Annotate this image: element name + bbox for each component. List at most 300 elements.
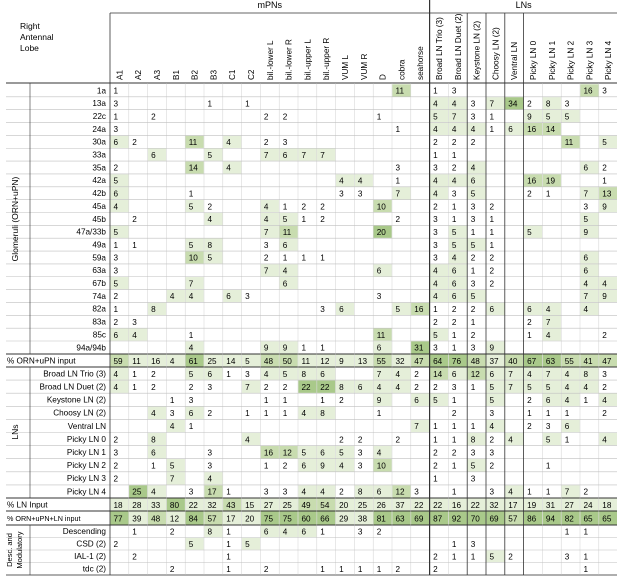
column-header: seahorse: [416, 46, 426, 80]
cell-value: 92: [451, 514, 462, 524]
cell-value: 4: [357, 176, 363, 186]
cell-value: 29: [339, 514, 349, 524]
cell-value: 1: [263, 396, 269, 406]
cell-value: 3: [470, 539, 476, 549]
cell-value: 2: [414, 369, 419, 379]
cell-value: 28: [132, 500, 142, 510]
cell-value: 1: [545, 189, 551, 199]
cell-value: 5: [602, 138, 607, 148]
cell-value: 16: [527, 176, 537, 186]
cell-value: 8: [470, 435, 476, 445]
row-label: % ORN+uPN input: [7, 356, 76, 366]
cell-value: 5: [339, 448, 344, 458]
cell-value: 4: [433, 279, 438, 289]
cell-value: 3: [132, 317, 137, 327]
row-label: Keystone LN (2): [46, 395, 106, 405]
cell-value: 2: [489, 253, 495, 263]
column-header: Broad LN Trio (3): [435, 17, 444, 80]
cell-value: 16: [151, 356, 161, 366]
cell-value: 2: [113, 292, 119, 302]
cell-value: 16: [583, 86, 593, 96]
cell-value: 7: [583, 189, 589, 199]
cell-value: 8: [301, 369, 307, 379]
cell-value: 50: [282, 356, 292, 366]
column-header: Ventral LN: [510, 41, 520, 80]
cell-value: 3: [433, 215, 438, 225]
row-label: 35a: [92, 163, 106, 173]
cell-value: 1: [470, 552, 476, 562]
cell-value: 1: [226, 487, 231, 497]
cell-value: 11: [395, 86, 404, 96]
cell-value: 1: [489, 112, 495, 122]
cell-value: 18: [602, 500, 612, 510]
cell-value: 4: [602, 279, 607, 289]
cell-value: 4: [564, 396, 570, 406]
cell-value: 5: [188, 240, 194, 250]
cell-value: 1: [602, 176, 607, 186]
cell-value: 1: [282, 409, 288, 419]
cell-value: 2: [132, 138, 137, 148]
cell-value: 3: [470, 99, 476, 109]
mpns-group-header: mPNs: [257, 0, 283, 10]
cell-value: 5: [188, 539, 194, 549]
cell-value: 6: [301, 461, 307, 471]
cell-value: 4: [433, 125, 438, 135]
cell-value: 1: [545, 461, 551, 471]
cell-value: 5: [282, 369, 288, 379]
row-label: Broad LN Duet (2): [39, 382, 106, 392]
cell-value: 1: [282, 202, 288, 212]
row-label: Picky LN 3: [66, 474, 106, 484]
cell-value: 12: [470, 369, 480, 379]
cell-value: 4: [301, 487, 307, 497]
cell-value: 2: [451, 409, 457, 419]
cell-value: 10: [188, 253, 198, 263]
column-header: Picky LN 3: [585, 40, 595, 80]
cell-value: 2: [489, 279, 495, 289]
cell-value: 1: [188, 189, 194, 199]
cell-value: 10: [376, 202, 386, 212]
row-label: CSD (2): [76, 539, 106, 549]
cell-value: 12: [320, 356, 330, 366]
cell-value: 20: [245, 514, 255, 524]
cell-value: 5: [451, 240, 457, 250]
cell-value: 2: [113, 317, 119, 327]
cell-value: 9: [602, 202, 607, 212]
cell-value: 4: [320, 487, 325, 497]
column-header: Picky LN 0: [529, 40, 538, 80]
cell-value: 4: [207, 474, 213, 484]
cell-value: 1: [583, 527, 589, 537]
cell-value: 1: [207, 99, 213, 109]
cell-value: 4: [433, 99, 438, 109]
cell-value: 2: [169, 527, 175, 537]
cell-value: 3: [470, 279, 476, 289]
cell-value: 11: [282, 227, 292, 237]
cell-value: 2: [357, 435, 363, 445]
cell-value: 2: [527, 189, 532, 199]
cell-value: 4: [132, 330, 137, 340]
cell-value: 1: [583, 396, 589, 406]
cell-value: 7: [545, 369, 551, 379]
cell-value: 2: [263, 564, 269, 574]
cell-value: 3: [433, 227, 438, 237]
cell-value: 4: [207, 215, 213, 225]
cell-value: 16: [414, 305, 424, 315]
cell-value: 12: [169, 514, 180, 524]
cell-value: 7: [489, 99, 495, 109]
cell-value: 1: [451, 396, 457, 406]
cell-value: 1: [357, 564, 363, 574]
cell-value: 2: [602, 409, 607, 419]
cell-value: 9: [320, 461, 325, 471]
cell-value: 2: [470, 253, 476, 263]
cell-value: 1: [301, 343, 307, 353]
cell-value: 2: [282, 112, 288, 122]
cell-value: 5: [433, 396, 438, 406]
cell-value: 3: [433, 163, 438, 173]
cell-value: 1: [226, 552, 231, 562]
cell-value: 3: [357, 461, 363, 471]
cell-value: 14: [188, 163, 198, 173]
cell-value: 2: [395, 564, 401, 574]
cell-value: 5: [188, 369, 194, 379]
cell-value: 3: [451, 382, 457, 392]
cell-value: 7: [414, 422, 419, 432]
column-header: Broad LN Duet (2): [453, 13, 463, 80]
cell-value: 3: [602, 369, 607, 379]
cell-value: 4: [433, 189, 438, 199]
cell-value: 3: [470, 474, 476, 484]
cell-value: 20: [376, 227, 386, 237]
cell-value: 5: [113, 279, 119, 289]
cell-value: 65: [602, 514, 612, 524]
cell-value: 4: [508, 435, 513, 445]
cell-value: 4: [113, 382, 119, 392]
column-header: D: [378, 74, 388, 80]
cell-value: 11: [376, 330, 386, 340]
cell-value: 5: [188, 202, 194, 212]
cell-value: 1: [451, 202, 457, 212]
row-label: 59a: [92, 253, 106, 263]
cell-value: 43: [226, 500, 236, 510]
cell-value: 1: [113, 240, 119, 250]
cell-value: 2: [451, 317, 457, 327]
cell-value: 1: [132, 240, 137, 250]
cell-value: 15: [245, 500, 255, 510]
cell-value: 5: [470, 461, 476, 471]
cell-value: 55: [376, 356, 386, 366]
cell-value: 2: [320, 202, 325, 212]
cell-value: 6: [151, 150, 156, 160]
cell-value: 4: [226, 163, 231, 173]
cell-value: 6: [226, 292, 231, 302]
cell-value: 1: [188, 330, 194, 340]
cell-value: 1: [263, 461, 269, 471]
cell-value: 2: [583, 487, 589, 497]
cell-value: 3: [433, 343, 438, 353]
cell-value: 8: [545, 99, 551, 109]
cell-value: 13: [602, 189, 612, 199]
row-label: % LN Input: [7, 500, 48, 510]
cell-value: 6: [564, 422, 570, 432]
row-label: 22c: [92, 111, 106, 121]
lns-side-label: LNs: [10, 424, 20, 440]
cell-value: 4: [602, 396, 607, 406]
cell-value: 2: [433, 564, 438, 574]
cell-value: 1: [433, 150, 438, 160]
cell-value: 4: [263, 215, 269, 225]
row-label: % ORN+uPN+LN input: [7, 514, 81, 524]
cell-value: 5: [245, 356, 250, 366]
cell-value: 1: [564, 435, 570, 445]
cell-value: 1: [376, 112, 382, 122]
cell-value: 1: [583, 564, 589, 574]
cell-value: 5: [433, 112, 438, 122]
cell-value: 2: [451, 305, 457, 315]
cell-value: 5: [545, 382, 551, 392]
cell-value: 37: [395, 500, 405, 510]
cell-value: 1: [451, 552, 457, 562]
cell-value: 11: [188, 138, 198, 148]
cell-value: 2: [395, 215, 401, 225]
cell-value: 2: [489, 435, 495, 445]
cell-value: 6: [414, 396, 419, 406]
cell-value: 4: [376, 448, 382, 458]
cell-value: 3: [245, 292, 250, 302]
cell-value: 67: [527, 356, 537, 366]
cell-value: 3: [470, 215, 476, 225]
cell-value: 3: [113, 125, 119, 135]
cell-value: 4: [395, 382, 401, 392]
cell-value: 5: [489, 552, 495, 562]
cell-value: 11: [564, 138, 574, 148]
cell-value: 38: [357, 514, 368, 524]
cell-value: 16: [263, 448, 274, 458]
row-label: 24a: [92, 124, 106, 134]
cell-value: 19: [545, 176, 556, 186]
cell-value: 2: [113, 163, 119, 173]
cell-value: 1: [301, 253, 307, 263]
cell-value: 4: [470, 163, 476, 173]
cell-value: 55: [564, 356, 574, 366]
cell-value: 3: [602, 86, 607, 96]
cell-value: 20: [339, 500, 349, 510]
column-header: VUM R: [359, 53, 369, 80]
cell-value: 3: [433, 253, 438, 263]
cell-value: 61: [188, 356, 198, 366]
cell-value: 5: [470, 189, 476, 199]
row-label: 47a/33b: [76, 227, 106, 237]
cell-value: 7: [583, 292, 589, 302]
column-header: Keystone LN (2): [472, 20, 482, 80]
cell-value: 64: [433, 356, 443, 366]
cell-value: 2: [489, 266, 495, 276]
cell-value: 1: [451, 435, 457, 445]
cell-value: 3: [263, 487, 269, 497]
cell-value: 7: [301, 150, 307, 160]
cell-value: 16: [527, 125, 537, 135]
cell-value: 1: [226, 539, 231, 549]
cell-value: 6: [282, 240, 288, 250]
cell-value: 6: [451, 279, 457, 289]
cell-value: 6: [508, 125, 513, 135]
cell-value: 6: [583, 163, 589, 173]
cell-value: 14: [226, 356, 236, 366]
row-label: Picky LN 2: [66, 461, 106, 471]
cell-value: 7: [564, 487, 570, 497]
cell-value: 3: [245, 369, 250, 379]
cell-value: 2: [602, 382, 607, 392]
cell-value: 10: [376, 461, 386, 471]
cell-value: 7: [263, 227, 269, 237]
cell-value: 65: [583, 514, 593, 524]
cell-value: 1: [564, 527, 570, 537]
cell-value: 31: [545, 500, 556, 510]
cell-value: 40: [508, 356, 518, 366]
cell-value: 12: [282, 448, 292, 458]
row-label: Picky LN 4: [66, 487, 106, 497]
row-label: Choosy LN (2): [53, 408, 106, 418]
cell-value: 2: [527, 396, 532, 406]
cell-value: 75: [282, 514, 292, 524]
cell-value: 1: [489, 227, 495, 237]
cell-value: 6: [451, 292, 457, 302]
cell-value: 2: [113, 474, 119, 484]
cell-value: 14: [545, 125, 556, 135]
cell-value: 2: [470, 305, 476, 315]
cell-value: 5: [169, 461, 175, 471]
cell-value: 1: [320, 527, 325, 537]
cell-value: 63: [545, 356, 556, 366]
cell-value: 60: [301, 514, 311, 524]
cell-value: 63: [395, 514, 405, 524]
cell-value: 2: [301, 202, 307, 212]
cell-value: 6: [376, 266, 382, 276]
cell-value: 5: [113, 227, 119, 237]
cell-value: 1: [583, 552, 589, 562]
cell-value: 2: [433, 138, 438, 148]
cell-value: 1: [433, 86, 438, 96]
cell-value: 4: [113, 202, 119, 212]
cell-value: 3: [395, 163, 401, 173]
column-header: B1: [171, 69, 181, 80]
cell-value: 2: [282, 382, 288, 392]
cell-value: 2: [282, 461, 288, 471]
row-label: tdc (2): [82, 564, 106, 574]
cell-value: 4: [169, 356, 175, 366]
cell-value: 1: [564, 409, 570, 419]
cell-value: 7: [508, 369, 513, 379]
cell-value: 1: [489, 215, 495, 225]
row-label: 45b: [92, 214, 106, 224]
row-label: 42a: [92, 176, 106, 186]
cell-value: 3: [339, 189, 344, 199]
cell-value: 4: [188, 292, 194, 302]
column-header: C1: [228, 69, 238, 80]
cell-value: 1: [489, 125, 495, 135]
cell-value: 5: [113, 176, 119, 186]
cell-value: 6: [583, 253, 589, 263]
cell-value: 6: [339, 305, 344, 315]
cell-value: 6: [583, 266, 589, 276]
row-label: Descending: [62, 527, 106, 536]
cell-value: 57: [508, 514, 518, 524]
cell-value: 2: [113, 435, 119, 445]
column-header: bil.-lower L: [265, 40, 275, 80]
row-label: 49a: [92, 240, 106, 250]
cell-value: 2: [151, 382, 156, 392]
cell-value: 2: [339, 487, 344, 497]
cell-value: 69: [489, 514, 499, 524]
cell-value: 3: [414, 487, 419, 497]
cell-value: 2: [489, 461, 495, 471]
cell-value: 11: [301, 356, 310, 366]
cell-value: 1: [433, 305, 438, 315]
cell-value: 2: [602, 330, 607, 340]
cell-value: 3: [357, 189, 363, 199]
row-label: 42b: [92, 189, 106, 199]
cell-value: 8: [207, 240, 213, 250]
cell-value: 5: [545, 435, 551, 445]
cell-value: 9: [339, 356, 344, 366]
cell-value: 47: [602, 356, 612, 366]
cell-value: 1: [395, 125, 401, 135]
cell-value: 3: [188, 396, 194, 406]
cell-value: 1: [282, 253, 288, 263]
cell-value: 2: [527, 317, 532, 327]
cell-value: 4: [188, 343, 194, 353]
cell-value: 1: [451, 461, 457, 471]
cell-value: 22: [320, 382, 330, 392]
cell-value: 6: [151, 448, 156, 458]
column-header: A1: [115, 69, 125, 80]
cell-value: 1: [226, 527, 231, 537]
cell-value: 1: [320, 396, 325, 406]
cell-value: 6: [320, 448, 325, 458]
column-header: Picky LN 1: [547, 40, 557, 80]
cell-value: 2: [151, 369, 156, 379]
cell-value: 4: [151, 409, 156, 419]
cell-value: 3: [470, 448, 476, 458]
cell-value: 3: [282, 138, 288, 148]
cell-value: 6: [489, 305, 495, 315]
cell-value: 8: [583, 369, 589, 379]
cell-value: 5: [282, 215, 288, 225]
column-header: bil.-upper L: [303, 39, 313, 80]
cell-value: 5: [395, 305, 401, 315]
cell-value: 9: [282, 343, 288, 353]
column-header: A2: [134, 69, 144, 80]
cell-value: 1: [339, 564, 344, 574]
cell-value: 8: [151, 435, 156, 445]
cell-value: 7: [263, 266, 269, 276]
cell-value: 1: [132, 382, 137, 392]
row-labels: [5, 86, 106, 573]
cell-value: 5: [207, 150, 213, 160]
cell-value: 7: [545, 317, 551, 327]
cell-value: 4: [433, 292, 438, 302]
cell-value: 1: [489, 240, 495, 250]
cell-value: 24: [583, 500, 593, 510]
cell-value: 5: [527, 227, 532, 237]
cell-value: 5: [451, 227, 457, 237]
cell-value: 3: [489, 487, 495, 497]
cell-value: 12: [395, 487, 405, 497]
lns-group-header: LNs: [515, 0, 532, 10]
cell-value: 6: [282, 279, 288, 289]
cell-value: 3: [470, 202, 476, 212]
